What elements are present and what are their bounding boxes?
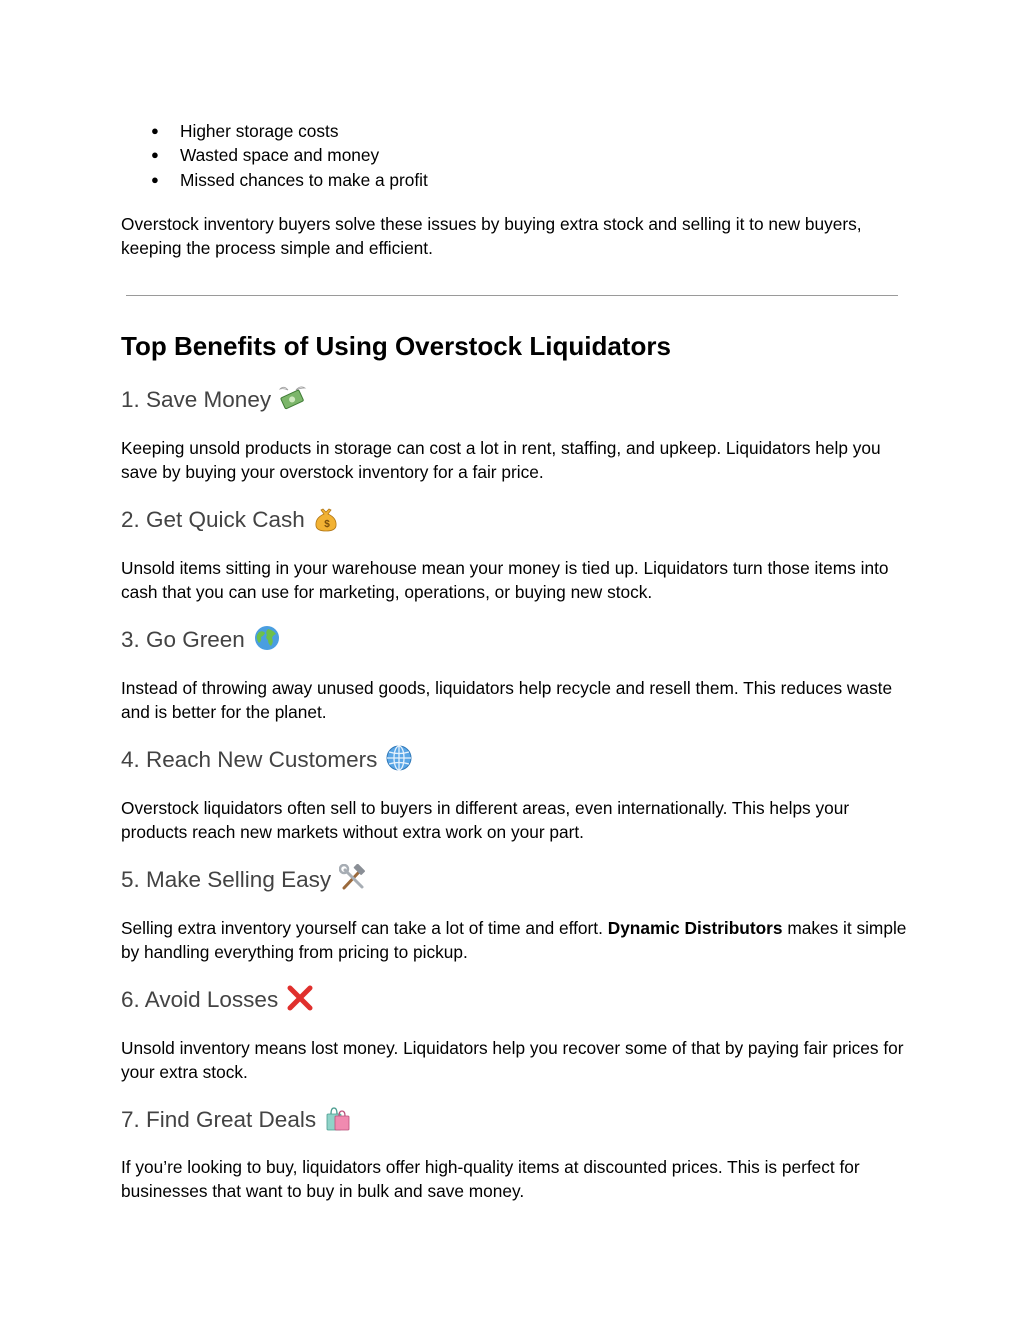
benefit-body-quick-cash: Unsold items sitting in your warehouse mean your money is tied up. Liquidators turn those items into cash that you can use for marketing, operations, or buying new stock. xyxy=(121,558,889,603)
benefit-body-great-deals: If you’re looking to buy, liquidators offer high-quality items at discounted prices. This is perfect for businesses that want to buy in bulk and save money. xyxy=(121,1157,860,1202)
shopping-bags-icon xyxy=(324,1104,352,1132)
money-with-wings-icon xyxy=(279,384,307,412)
cross-mark-icon xyxy=(286,984,314,1012)
body-text-before: Selling extra inventory yourself can take a lot of time and effort. xyxy=(121,918,603,938)
list-item-text: Wasted space and money xyxy=(180,145,380,166)
list-item xyxy=(121,168,428,192)
benefit-heading-text: 6. Avoid Losses xyxy=(121,987,279,1012)
benefit-heading-text: 3. Go Green xyxy=(121,627,245,652)
list-item-text: Missed chances to make a profit xyxy=(180,169,428,190)
benefit-heading-selling-easy xyxy=(121,864,367,895)
earth-globe-icon xyxy=(253,624,281,652)
hammer-and-wrench-icon xyxy=(339,864,367,892)
list-item xyxy=(121,119,428,143)
globe-meridians-icon xyxy=(385,744,413,772)
company-name: Dynamic Distributors xyxy=(607,918,783,938)
benefit-heading-great-deals xyxy=(121,1104,352,1135)
intro-bullet-list xyxy=(121,119,428,192)
benefit-body-go-green: Instead of throwing away unused goods, liquidators help recycle and resell them. This reduces waste and is better for the planet. xyxy=(121,678,893,723)
money-bag-icon xyxy=(313,504,341,532)
benefit-heading-text: 2. Get Quick Cash xyxy=(121,507,305,532)
intro-paragraph: Overstock inventory buyers solve these issues by buying extra stock and selling it to new buyers, keeping the process simple and efficient. xyxy=(121,214,862,259)
benefit-heading-quick-cash xyxy=(121,504,341,535)
list-item-text: Higher storage costs xyxy=(180,121,339,141)
svg-text:$: $ xyxy=(324,519,330,530)
benefit-heading-text: 4. Reach New Customers xyxy=(121,747,378,772)
benefit-body-selling-easy xyxy=(121,916,911,965)
benefit-body-new-customers: Overstock liquidators often sell to buyers in different areas, even internationally. This helps your products reach new markets without extra work on your part. xyxy=(121,798,850,843)
body-text-after: makes it simple by handling everything from pricing to pickup. xyxy=(121,918,907,963)
benefit-heading-text: 7. Find Great Deals xyxy=(121,1107,317,1132)
benefit-heading-text: 1. Save Money xyxy=(121,387,272,412)
bullet-icon: ● xyxy=(151,123,159,138)
bullet-icon: ● xyxy=(151,171,159,187)
benefit-heading-text: 5. Make Selling Easy xyxy=(121,867,332,892)
bullet-icon: ● xyxy=(151,147,159,163)
section-title: Top Benefits of Using Overstock Liquidators xyxy=(121,331,671,361)
benefit-heading-go-green xyxy=(121,624,281,655)
benefit-body-save-money: Keeping unsold products in storage can cost a lot in rent, staffing, and upkeep. Liquidators help you save by buying your overstock inventory for a fair price. xyxy=(121,438,881,483)
benefit-heading-save-money xyxy=(121,384,307,415)
list-item xyxy=(121,143,428,167)
benefit-heading-avoid-losses xyxy=(121,984,314,1015)
benefit-heading-new-customers xyxy=(121,744,413,775)
horizontal-divider xyxy=(126,295,898,296)
benefit-body-avoid-losses: Unsold inventory means lost money. Liquidators help you recover some of that by paying fair prices for your extra stock. xyxy=(121,1038,904,1083)
